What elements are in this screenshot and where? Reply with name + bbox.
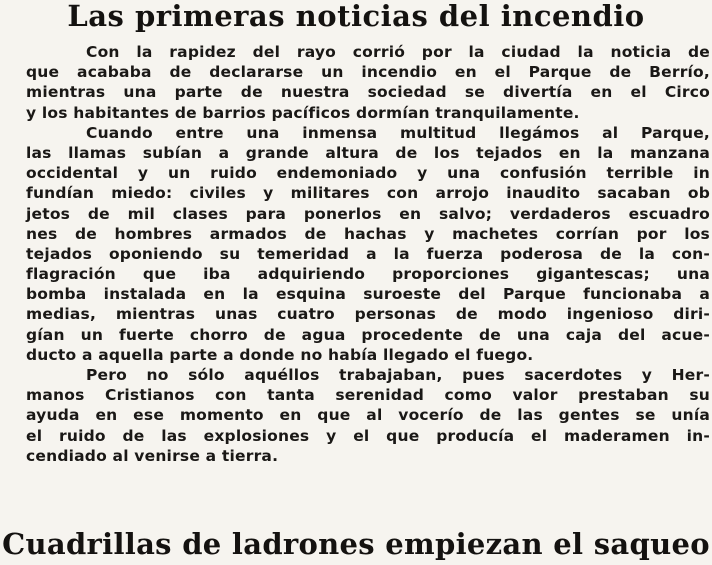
article-line: gían un fuerte chorro de agua procedente de una caja del acue- — [26, 325, 710, 344]
article-line: manos Cristianos con tanta serenidad como valor prestaban su — [26, 386, 710, 405]
article-line: ducto a aquella parte a donde no había llegado el fuego. — [26, 345, 534, 364]
article-line: tejados oponiendo su temeridad a la fuerza poderosa de la con- — [26, 244, 710, 263]
article-line: flagración que iba adquiriendo proporciones gigantescas; una — [26, 265, 710, 284]
article-line: el ruido de las explosiones y el que producía el maderamen in- — [26, 426, 710, 445]
article-line: Con la rapidez del rayo corrió por la ciudad la noticia de — [86, 43, 710, 61]
headline-top: Las primeras noticias del incendio — [67, 0, 645, 33]
article-line: jetos de mil clases para ponerlos en salvo; verdaderos escuadro — [26, 204, 710, 223]
article-line: bomba instalada en la esquina suroeste del Parque funcionaba a — [26, 285, 710, 304]
headline-bottom: Cuadrillas de ladrones empiezan el saqueo — [2, 527, 710, 561]
article-line: que acababa de declararse un incendio en el Parque de Berrío, — [26, 63, 710, 82]
article-line: las llamas subían a grande altura de los tejados en la manzana — [26, 143, 710, 162]
article-body — [26, 42, 710, 466]
article-line: medias, mientras unas cuatro personas de modo ingenioso diri- — [26, 305, 710, 324]
article-line: y los habitantes de barrios pacíficos dormían tranquilamente. — [26, 103, 580, 122]
article-line: mientras una parte de nuestra sociedad se divertía en el Circo — [26, 83, 710, 102]
article-line: ayuda en ese momento en que al vocerío de las gentes se unía — [26, 406, 710, 425]
article-line: fundían miedo: civiles y militares con arrojo inaudito sacaban ob — [26, 184, 710, 203]
article-line: occidental y un ruido endemoniado y una confusión terrible in — [26, 164, 710, 183]
article-line: nes de hombres armados de hachas y machetes corrían por los — [26, 224, 710, 243]
article-line: Cuando entre una inmensa multitud llegámos al Parque, — [86, 123, 710, 142]
article-line: cendiado al venirse a tierra. — [26, 446, 279, 465]
article-line: Pero no sólo aquéllos trabajaban, pues sacerdotes y Her- — [86, 366, 710, 384]
